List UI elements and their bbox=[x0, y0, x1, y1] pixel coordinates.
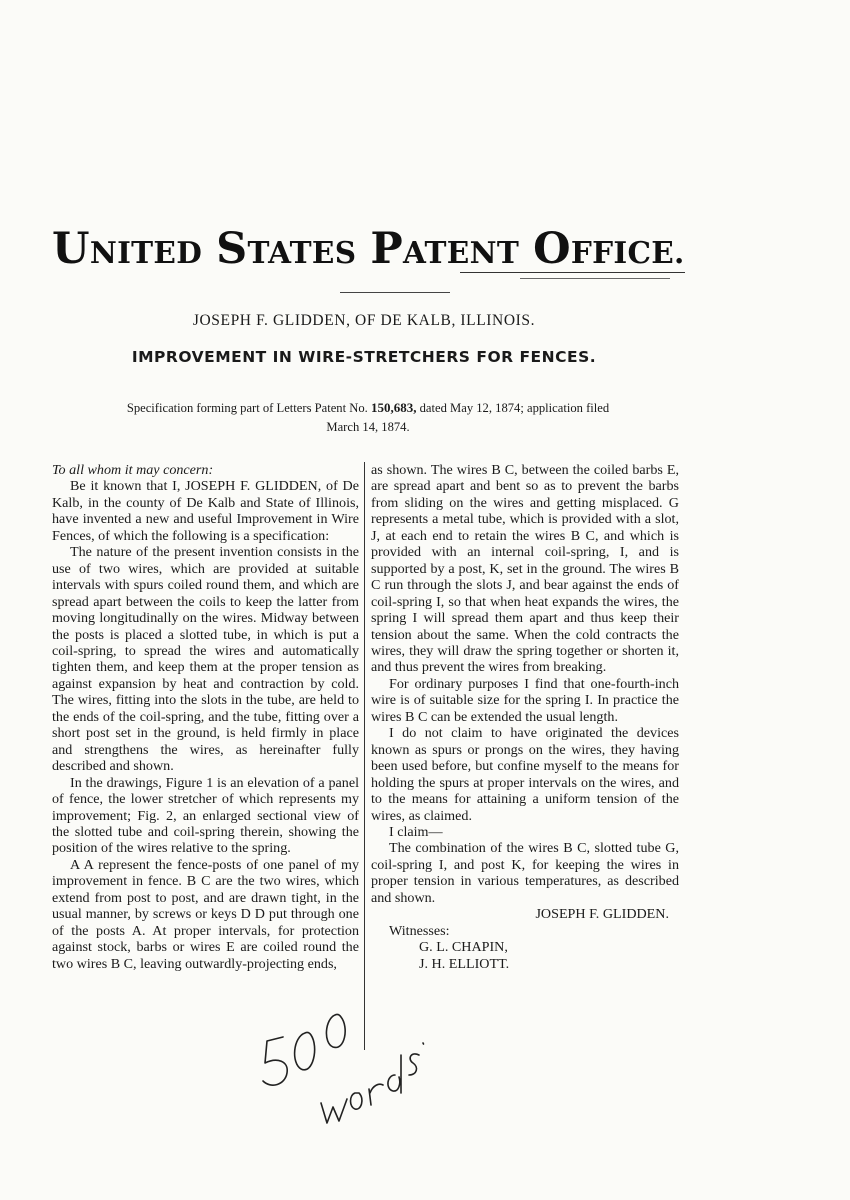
witness-name: J. H. ELLIOTT. bbox=[419, 955, 510, 972]
right-column bbox=[371, 462, 679, 972]
witnesses-label: Witnesses: bbox=[389, 922, 450, 939]
inventor-signature: JOSEPH F. GLIDDEN. bbox=[535, 906, 669, 923]
patent-number: 150,683, bbox=[370, 400, 417, 415]
paragraph: as shown. The wires B C, between the coiled barbs E, are spread apart and bent so as to prevent the barbs from sliding on the wires and getting misplaced. G represents a metal tube, which is provided with a slot, J, at each end to retain the wires B C, and which is provided with an internal coil-spring, I, and is supported by a post, K, set in the ground. The wires B C run through the slots J, and bear against the ends of coil-spring I, so that when heat expands the wires, the spring I will spread them apart and thus keep their tension about the same. When the cold contracts the wires, they will draw the spring together or shorten it, and thus prevent the wires from breaking. bbox=[371, 462, 679, 676]
salutation: To all whom it may concern: bbox=[52, 462, 214, 478]
handwritten-note-drawing bbox=[255, 985, 425, 1125]
column-divider bbox=[364, 462, 365, 1050]
paragraph: In the drawings, Figure 1 is an elevation of a panel of fence, the lower stretcher of which represents my improvement; Fig. 2, an enlarged sectional view of the slotted tube and coil-spring therein, showing the position of the wires relative to the spring. bbox=[52, 774, 359, 857]
spec-filed-date: March 14, 1874. bbox=[326, 420, 410, 434]
claim-heading: I claim— bbox=[389, 823, 443, 840]
office-title-word: PATENT bbox=[370, 224, 520, 274]
office-title-word: OFFICE. bbox=[533, 224, 685, 274]
spec-suffix: dated May 12, 1874; application filed bbox=[419, 401, 610, 415]
office-title-word: STATES bbox=[216, 224, 357, 274]
paragraph: I do not claim to have originated the devices known as spurs or prongs on the wires, they having been used before, but confine myself to the means for holding the spurs at proper intervals on the wires, and to the means for attaining a uniform tension of the wires, as claimed. bbox=[371, 725, 679, 824]
section-divider bbox=[340, 292, 450, 293]
claim-paragraph: The combination of the wires B C, slotted tube G, coil-spring I, and post K, for keeping the wires in proper tension in various temperatures, as described and shown. bbox=[371, 840, 679, 906]
office-title-word: UNITED bbox=[52, 224, 203, 274]
paragraph: A A represent the fence-posts of one panel of my improvement in fence. B C are the two wires, which extend from post to post, and are drawn tight, in the usual manner, by screws or keys D D put through one of the posts A. At proper intervals, for protection against stock, barbs or wires E are coiled round the two wires B C, leaving outwardly-projecting ends, bbox=[52, 856, 359, 972]
witness-name: G. L. CHAPIN, bbox=[419, 939, 508, 956]
title-underline bbox=[460, 272, 685, 273]
invention-title: IMPROVEMENT IN WIRE-STRETCHERS FOR FENCES. bbox=[131, 348, 597, 366]
paragraph: For ordinary purposes I find that one-fourth-inch wire is of suitable size for the spring I. In practice the wires B C can be extended the usual length. bbox=[371, 675, 679, 725]
spec-prefix: Specification forming part of Letters Patent No. bbox=[126, 401, 368, 415]
paragraph: Be it known that I, JOSEPH F. GLIDDEN, of De Kalb, in the county of De Kalb and State of Illinois, have invented a new and useful Improvement in Wire Fences, of which the following is a specification: bbox=[52, 478, 359, 544]
paragraph: The nature of the present invention consists in the use of two wires, which are provided at suitable intervals with spurs coiled round them, and which are spread apart between the coils to keep the latter from moving longitudinally on the wires. Midway between the posts is placed a slotted tube, in which is put a coil-spring, to spread the wires and automatically tighten them, and keep them at the proper tension as against expansion by heat and contraction by cold. The wires, fitting into the slots in the tube, are held to the ends of the coil-spring, and the tube, fitting over a short post set in the ground, is held firmly in place and strengthens the wires, as hereinafter fully described and shown. bbox=[52, 544, 359, 775]
left-column bbox=[52, 462, 359, 972]
title-underline-secondary bbox=[520, 278, 670, 279]
specification-line bbox=[88, 398, 648, 437]
inventor-line: JOSEPH F. GLIDDEN, OF DE KALB, ILLINOIS. bbox=[192, 312, 536, 329]
office-title bbox=[52, 224, 702, 274]
